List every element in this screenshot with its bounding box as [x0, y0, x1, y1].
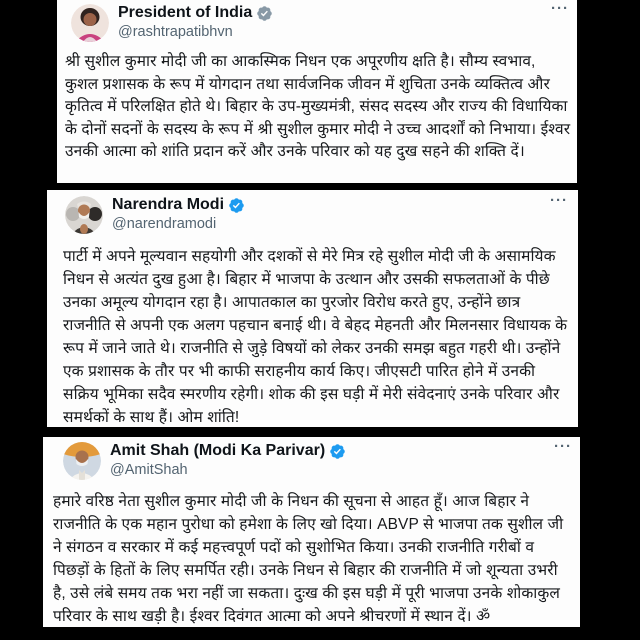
identity-block: [112, 194, 245, 234]
avatar[interactable]: [65, 196, 103, 234]
identity-block: [110, 440, 346, 480]
user-handle[interactable]: @narendramodi: [112, 216, 217, 232]
verified-badge-icon: [256, 5, 273, 22]
tweet-card-shah: [43, 437, 580, 627]
more-icon[interactable]: ···: [554, 438, 572, 455]
avatar[interactable]: [63, 442, 101, 480]
more-icon[interactable]: ···: [551, 0, 569, 17]
avatar-image: [63, 442, 101, 480]
tweet-card-president: [57, 0, 577, 183]
tweet-header: [63, 194, 570, 238]
verified-badge-icon: [228, 197, 245, 214]
tweet-text: हमारे वरिष्ठ नेता सुशील कुमार मोदी जी के निधन की सूचना से आहत हूँ। आज बिहार ने राजनीति के एक महान पुरोधा को हमेशा के लिए खो दिया। ABVP से भाजपा तक सुशील जी ने संगठन व सरकार में कई महत्त्वपूर्ण पदों को सुशोभित किया। उनकी राजनीति गरीबों व पिछड़ों के हितों के लिए समर्पित रही। उनके निधन से बिहार की राजनीति में जो शून्यता उभरी है, उसे लंबे समय तक भरा नहीं जा सकता। दुःख की इस घड़ी में पूरी भाजपा उनके शोकाकुल परिवार के साथ खड़ी है। ईश्वर दिवंगत आत्मा को अपने श्रीचरणों में स्थान दें। ॐ: [53, 493, 564, 625]
user-handle[interactable]: @AmitShah: [110, 462, 188, 478]
display-name[interactable]: President of India: [118, 4, 253, 21]
identity-block: [118, 2, 273, 42]
tweet-header: [53, 440, 574, 484]
user-handle[interactable]: @rashtrapatibhvn: [118, 24, 233, 40]
avatar[interactable]: [71, 4, 109, 42]
verified-badge-icon: [329, 443, 346, 460]
display-name[interactable]: Narendra Modi: [112, 196, 225, 213]
avatar-image: [71, 4, 109, 42]
more-icon[interactable]: ···: [550, 192, 568, 209]
avatar-image: [65, 196, 103, 234]
tweet-header: [65, 2, 571, 46]
display-name[interactable]: Amit Shah (Modi Ka Parivar): [110, 442, 326, 459]
tweet-text: पार्टी में अपने मूल्यवान सहयोगी और दशकों से मेरे मित्र रहे सुशील मोदी जी के असामयिक निधन से अत्यंत दुख हुआ है। बिहार में भाजपा के उत्थान और उसकी सफलताओं के पीछे उनका अमूल्य योगदान रहा है। आपातकाल का पुरजोर विरोध करते हुए, उन्होंने छात्र राजनीति से अपनी एक अलग पहचान बनाई थी। वे बेहद मेहनती और मिलनसार विधायक के रूप में जाने जाते थे। राजनीति से जुड़े विषयों को लेकर उनकी समझ बहुत गहरी थी। उन्होंने एक प्रशासक के तौर पर भी काफी सराहनीय कार्य किए। जीएसटी पारित होने में उनकी सक्रिय भूमिका सदैव स्मरणीय रहेगी। शोक की इस घड़ी में मेरी संवेदनाएं उनके परिवार और समर्थकों के साथ हैं। ओम शांति!: [63, 248, 568, 426]
tweet-card-modi: [47, 190, 578, 427]
tweet-text: श्री सुशील कुमार मोदी जी का आकस्मिक निधन एक अपूरणीय क्षति है। सौम्य स्वभाव, कुशल प्रशासक के रूप में योगदान तथा सार्वजनिक जीवन में शुचिता उनके व्यक्तित्व और कृतित्व में परिलक्षित होते थे। बिहार के उप-मुख्यमंत्री, संसद सदस्य और राज्य की विधायिका के दोनों सदनों के सदस्य के रूप में श्री सुशील कुमार मोदी ने उच्च आदर्शों को निभाया। ईश्वर उनकी आत्मा को शांति प्रदान करें और उनके परिवार को यह दुख सहने की शक्ति दें।: [65, 53, 571, 160]
